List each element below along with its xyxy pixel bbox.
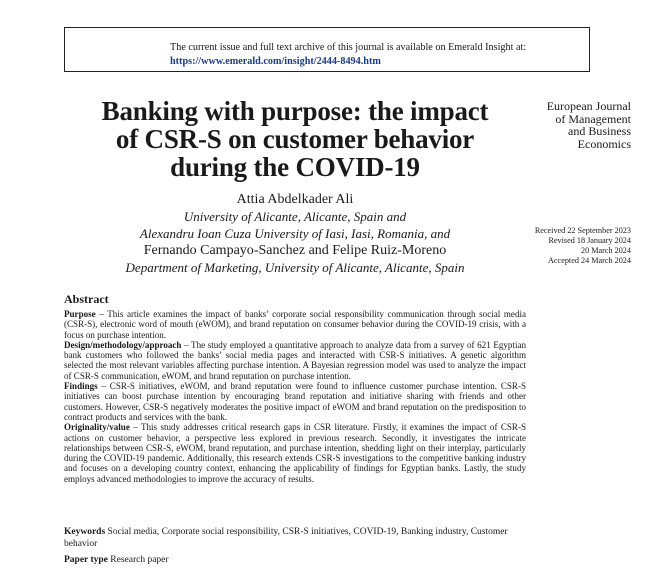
revised-date-1: Revised 18 January 2024	[548, 236, 631, 245]
article-title	[40, 97, 550, 181]
journal-line-1: European Journal	[546, 99, 631, 113]
availability-notice-box	[64, 27, 590, 72]
design-label: Design/methodology/approach	[64, 339, 182, 350]
paper-type-label: Paper type	[64, 555, 108, 565]
revised-date-2: 20 March 2024	[580, 246, 631, 255]
journal-line-3: and Business	[568, 124, 631, 138]
abstract-design	[64, 340, 526, 381]
paper-type	[64, 555, 169, 565]
author-2: Fernando Campayo-Sanchez and Felipe Ruiz-Moreno	[143, 243, 447, 258]
keywords-label: Keywords	[64, 527, 106, 537]
abstract-purpose	[64, 309, 526, 340]
abstract-body	[64, 309, 526, 484]
affiliation-2: Department of Marketing, University of Alicante, Alicante, Spain	[125, 260, 465, 275]
journal-url-link[interactable]: https://www.emerald.com/insight/2444-8494.htm	[170, 56, 381, 67]
title-line-1: Banking with purpose: the impact	[101, 96, 489, 126]
notice-text: The current issue and full text archive of this journal is available on Emerald Insight at:	[170, 42, 527, 53]
affiliation-1a: University of Alicante, Alicante, Spain and	[183, 209, 407, 224]
abstract-findings	[64, 381, 526, 422]
availability-notice	[170, 41, 526, 69]
accepted-date: Accepted 24 March 2024	[548, 256, 631, 265]
received-date: Received 22 September 2023	[534, 226, 631, 235]
submission-dates	[520, 226, 631, 266]
originality-label: Originality/value	[64, 422, 130, 433]
affiliation-1b: Alexandru Ioan Cuza University of Iasi, Iasi, Romania, and	[139, 226, 451, 241]
purpose-text: – This article examines the impact of banks’ corporate social responsibility communication through social media (CSR-S), electronic word of mouth (eWOM), and brand reputation on consumer behavior during the COVID-19 crisis, with a focus on purchase intention.	[64, 309, 526, 340]
keywords-text: Social media, Corporate social responsibility, CSR-S initiatives, COVID-19, Banking industry, Customer behavior	[64, 527, 508, 549]
title-line-2: of CSR-S on customer behavior	[115, 124, 475, 154]
design-text: – The study employed a quantitative approach to analyze data from a survey of 621 Egyptian bank customers who followed the banks’ social media pages and interacted with CSR-S initiatives. A genetic algorithm selected the most relevant variables affecting purchase intention. A Bayesian regression model was used to analyze the impact of CSR-S communication, eWOM, and brand reputation on purchase intention.	[64, 339, 526, 381]
title-line-3: during the COVID-19	[170, 152, 420, 182]
paper-type-text: Research paper	[107, 555, 169, 565]
journal-line-4: Economics	[577, 136, 631, 151]
journal-name	[515, 100, 631, 150]
findings-label: Findings	[64, 381, 98, 392]
findings-text: – CSR-S initiatives, eWOM, and brand reputation were found to influence customer purchase intention. CSR-S initiatives can boost purchase intention by encouraging brand reputation and initiative sharing with friends and other customers. However, CSR-S negatively moderates the positive impact of eWOM and brand reputation on the predisposition to contract products and services with the bank.	[64, 381, 526, 422]
originality-text: – This study addresses critical research gaps in CSR literature. Firstly, it examines the impact of CSR-S actions on customer behavior, a perspective less explored in previous research. Secondly, it investigates the intricate relationships between CSR-S, eWOM, brand reputation, and purchase intention, shedding light on their interplay, particularly during the COVID-19 pandemic. Additionally, this research extends CSR-S investigations to the competitive banking industry and focuses on a developing country context, enhancing the applicability of findings for Egyptian banks. Lastly, the study employs advanced methodologies to improve the accuracy of results.	[64, 422, 526, 484]
purpose-label: Purpose	[64, 309, 96, 319]
journal-line-2: of Management	[555, 111, 631, 126]
abstract-originality	[64, 422, 526, 484]
author-1: Attia Abdelkader Ali	[236, 192, 354, 207]
abstract-heading: Abstract	[64, 292, 109, 306]
author-block	[60, 191, 530, 276]
keywords	[64, 527, 526, 550]
